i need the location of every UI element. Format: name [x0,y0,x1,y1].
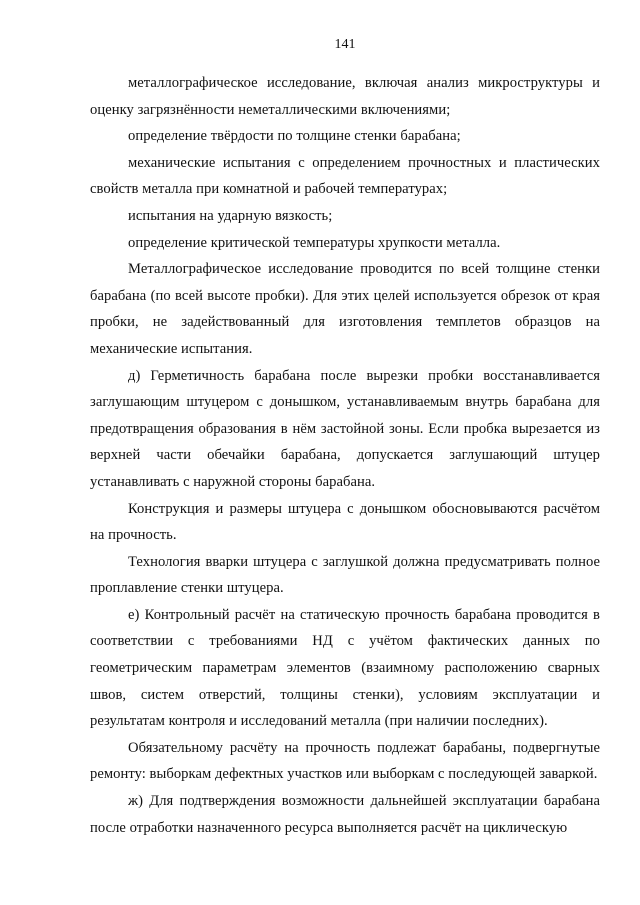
paragraph: определение твёрдости по толщине стенки барабана; [128,128,461,145]
paragraph: е) Контрольный расчёт на статическую прочность барабана проводится в соответствии с требованиями НД с учётом фактических данных по геометрическим параметрам элементов (взаимному расположению сварных швов, систем отверстий, толщины стенки), условиям эксплуатации и результатам контроля и исследований металла (при наличии последних). [90,606,600,730]
paragraph: Конструкция и размеры штуцера с донышком обосновываются расчётом на прочность. [90,500,600,544]
paragraph: определение критической температуры хрупкости металла. [128,234,501,251]
paragraph: испытания на ударную вязкость; [128,207,333,224]
paragraph: механические испытания с определением прочностных и пластических свойств металла при комнатной и рабочей температурах; [90,154,600,198]
paragraph: Обязательному расчёту на прочность подлежат барабаны, подвергнутые ремонту: выборкам дефектных участков или выборкам с последующей заваркой. [90,739,600,783]
paragraph: Технология вварки штуцера с заглушкой должна предусматривать полное проплавление стенки штуцера. [90,553,600,597]
paragraph: ж) Для подтверждения возможности дальнейшей эксплуатации барабана после отработки назначенного ресурса выполняется расчёт на циклическую [90,793,600,836]
page-number: 141 [334,37,356,52]
paragraph: Металлографическое исследование проводится по всей толщине стенки барабана (по всей высоте пробки). Для этих целей используется обрезок от края пробки, не задействованный для изготовления темплетов образцов на механические испытания. [90,261,600,357]
paragraph: д) Герметичность барабана после вырезки пробки восстанавливается заглушающим штуцером с донышком, устанавливаемым внутрь барабана для предотвращения образования в нём застойной зоны. Если пробка вырезается из верхней части обечайки барабана, допускается заглушающий штуцер устанавливать с наружной стороны барабана. [90,367,600,490]
paragraph: металлографическое исследование, включая анализ микроструктуры и оценку загрязнённости неметаллическими включениями; [90,75,600,118]
